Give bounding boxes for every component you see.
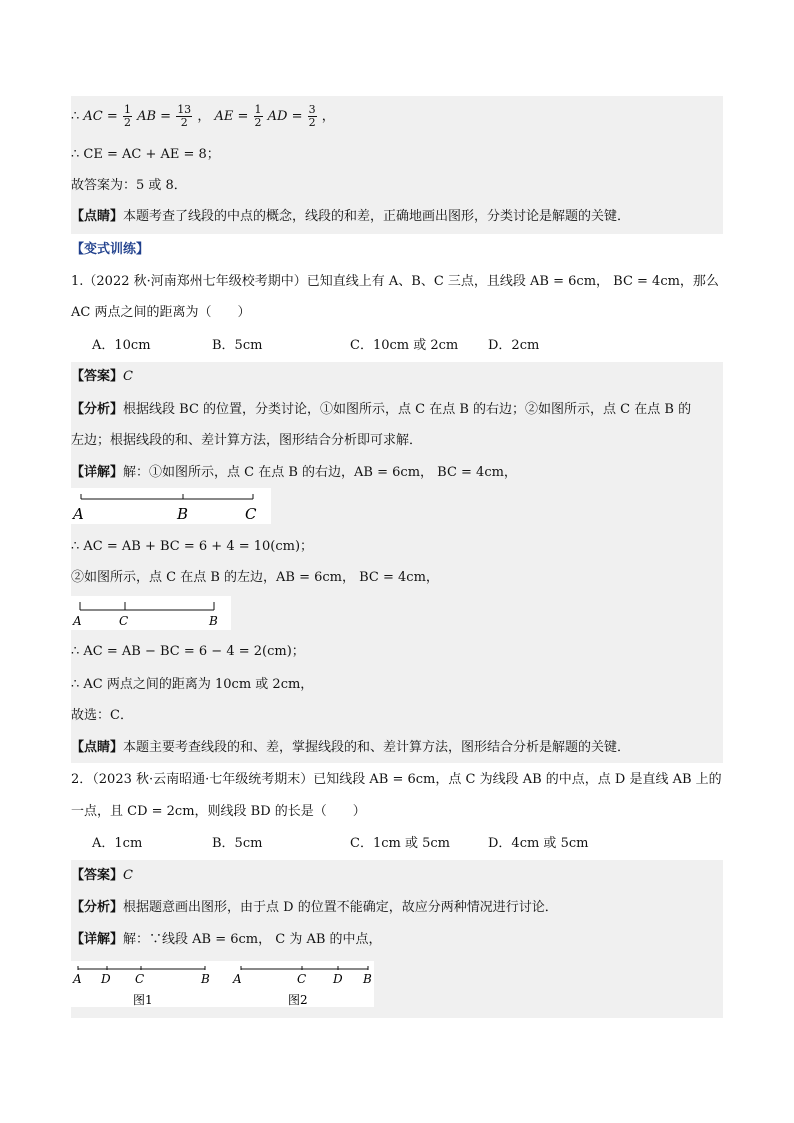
fraction-half-2: $\frac{1}{2}$ — [254, 103, 262, 129]
ad-label: AD = — [267, 109, 303, 124]
fig1-label-a: A — [73, 972, 82, 986]
q1-detail-line1 — [71, 464, 723, 482]
q2-detail-line — [71, 931, 723, 949]
q1-option-c: C．10cm 或 2cm — [350, 338, 459, 353]
analysis-tag: 【分析】 — [71, 402, 124, 417]
analysis-tag: 【分析】 — [71, 900, 124, 915]
fig2-label-b: B — [363, 972, 372, 986]
q2-figures — [71, 961, 374, 1007]
q1-figure-2 — [71, 596, 231, 630]
point-label-c: C — [119, 614, 129, 628]
q1-choose: 故选：C． — [71, 708, 133, 723]
answer-tag: 【答案】 — [71, 369, 124, 384]
q1-stem-line1: 1.（2022 秋·河南郑州七年级校考期中）已知直线上有 A、B、C 三点，且线段 AB = 6cm， BC = 4cm，那么 — [71, 274, 719, 289]
fraction-line — [71, 100, 723, 134]
remark-text: 本题主要考查线段的和、差，掌握线段的和、差计算方法，图形结合分析是解题的关键． — [123, 740, 631, 755]
q1-detail-line2: ②如图所示，点 C 在点 B 的左边，AB = 6cm， BC = 4cm， — [71, 570, 439, 585]
remark-tag: 【点睛】 — [71, 740, 124, 755]
q2-option-a: A．1cm — [92, 836, 143, 851]
detail-tag: 【详解】 — [71, 932, 124, 947]
q2-option-b: B．5cm — [212, 836, 263, 851]
fig1-label-c: C — [135, 972, 145, 986]
q2-option-c: C．1cm 或 5cm — [350, 836, 450, 851]
therefore-symbol: ∴ — [71, 109, 80, 124]
figure-background — [71, 961, 374, 1007]
q2-answer-line — [71, 867, 723, 885]
answer-summary: 故答案为：5 或 8． — [71, 178, 187, 193]
fraction-half: $\frac{1}{2}$ — [123, 103, 131, 129]
fig1-caption: 图1 — [133, 993, 153, 1007]
section-title: 【变式训练】 — [71, 242, 150, 257]
ae-label: AE = — [214, 109, 249, 124]
detail-tag: 【详解】 — [71, 465, 124, 480]
ab-label: AB = — [137, 109, 172, 124]
fig2-label-d: D — [333, 972, 343, 986]
q1-figure-1 — [71, 488, 271, 524]
point-label-a: A — [73, 505, 84, 523]
fraction-13-2: $\frac{13}{2}$ — [177, 103, 192, 129]
ac-label: AC = — [83, 109, 118, 124]
q1-analysis-line2: 左边；根据线段的和、差计算方法，图形结合分析即可求解． — [71, 433, 423, 448]
fig1-label-b: B — [201, 972, 210, 986]
separator: ， — [197, 109, 211, 124]
analysis-text: 根据线段 BC 的位置，分类讨论，①如图所示，点 C 在点 B 的右边；②如图所示，点 C 在点 B 的 — [123, 402, 692, 417]
q1-answer-line — [71, 368, 723, 386]
point-label-b: B — [209, 614, 218, 628]
answer-value: C — [123, 369, 133, 384]
fig2-label-a: A — [233, 972, 242, 986]
q1-calc2: ∴ AC = AB − BC = 6 − 4 = 2(cm)； — [71, 644, 305, 659]
q1-calc1: ∴ AC = AB + BC = 6 + 4 = 10(cm)； — [71, 539, 314, 554]
q1-analysis-line1 — [71, 401, 723, 419]
q2-stem-line2: 一点，且 CD = 2cm，则线段 BD 的长是（ ） — [71, 804, 366, 819]
q1-solution-block — [71, 362, 723, 763]
point-label-c: C — [245, 505, 257, 523]
q1-option-b: B．5cm — [212, 338, 263, 353]
fig2-caption: 图2 — [288, 993, 308, 1007]
ce-equation: ∴ CE = AC + AE = 8； — [71, 147, 220, 162]
end-comma: ， — [321, 109, 335, 124]
remark-line — [71, 208, 723, 226]
detail-text: 解：①如图所示，点 C 在点 B 的右边，AB = 6cm， BC = 4cm， — [123, 465, 517, 480]
answer-value: C — [123, 868, 133, 883]
fig1-label-d: D — [101, 972, 111, 986]
remark-tag: 【点睛】 — [71, 209, 124, 224]
figure-background — [71, 488, 271, 524]
q2-analysis-line — [71, 899, 723, 917]
answer-tag: 【答案】 — [71, 868, 124, 883]
detail-text: 解：∵线段 AB = 6cm， C 为 AB 的中点， — [123, 932, 382, 947]
q1-option-a: A．10cm — [92, 338, 151, 353]
q1-stem-line2: AC 两点之间的距离为（ ） — [71, 305, 251, 320]
q2-stem-line1: 2．（2023 秋·云南昭通·七年级统考期末）已知线段 AB = 6cm，点 C 为线段 AB 的中点，点 D 是直线 AB 上的 — [71, 772, 722, 787]
figure-background — [71, 596, 231, 630]
fraction-3-2: $\frac{3}{2}$ — [308, 103, 316, 129]
point-label-a: A — [73, 614, 82, 628]
point-label-b: B — [177, 505, 189, 523]
fig2-label-c: C — [297, 972, 307, 986]
remark-text: 本题考查了线段的中点的概念，线段的和差，正确地画出图形，分类讨论是解题的关键． — [123, 209, 631, 224]
q2-option-d: D．4cm 或 5cm — [488, 836, 589, 851]
q1-option-d: D．2cm — [488, 338, 540, 353]
analysis-text: 根据题意画出图形，由于点 D 的位置不能确定，故应分两种情况进行讨论． — [123, 900, 558, 915]
q1-calc3: ∴ AC 两点之间的距离为 10cm 或 2cm， — [71, 677, 314, 692]
q1-remark-line — [71, 739, 723, 757]
